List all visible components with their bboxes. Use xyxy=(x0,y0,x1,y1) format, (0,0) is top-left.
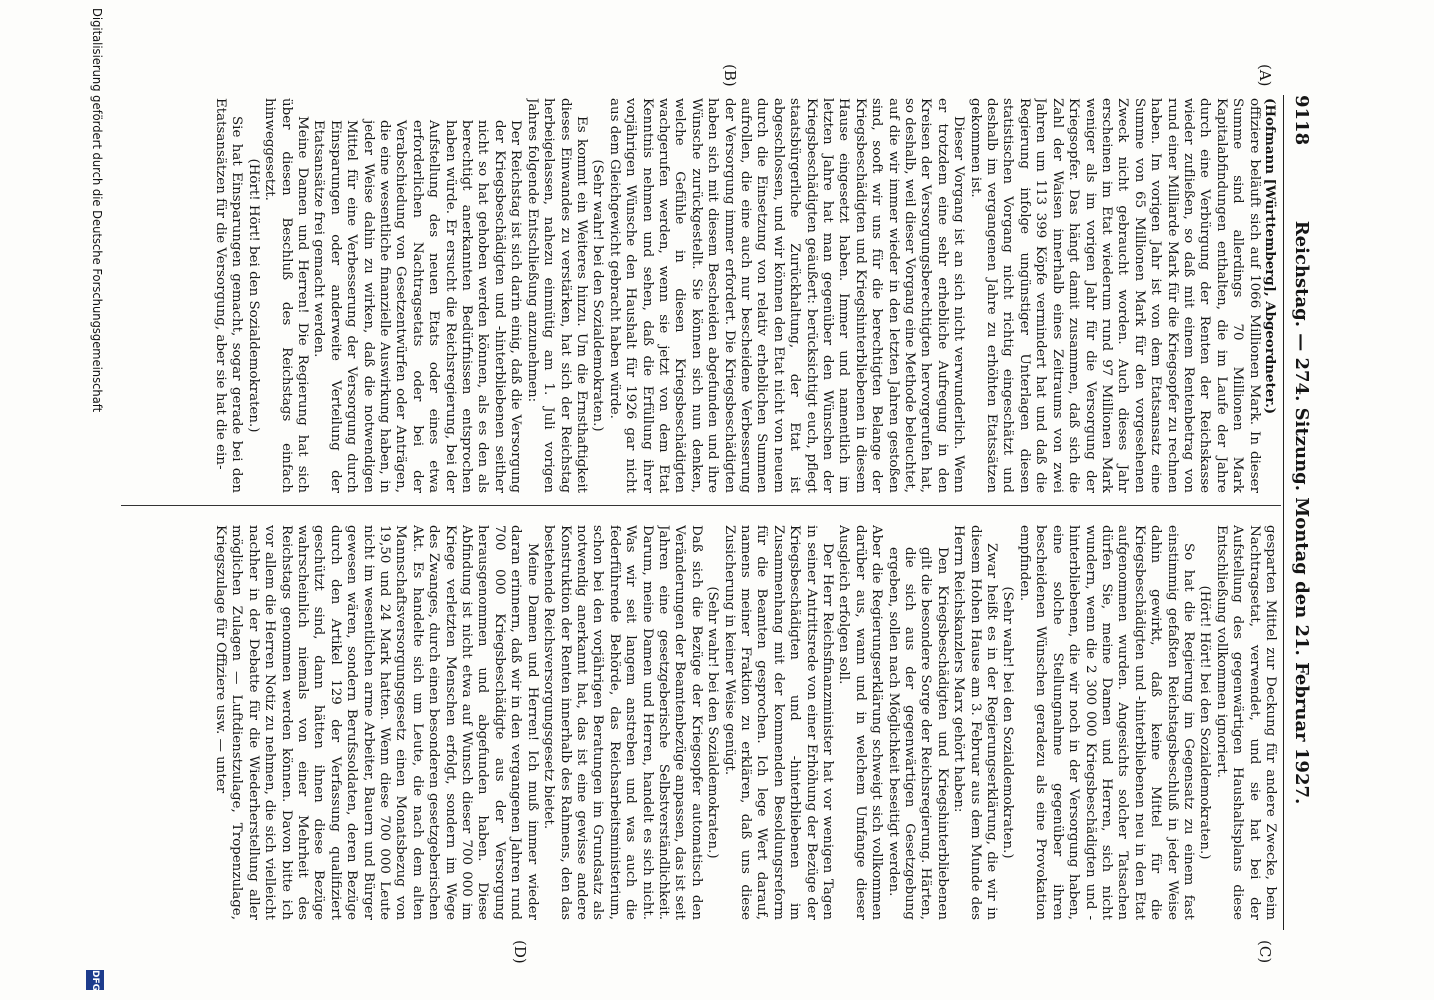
interjection: (Hört! Hört! bei den Sozialdemokraten.) xyxy=(245,158,261,433)
margin-mark-d: (D) xyxy=(511,940,529,964)
page-number: 9118 xyxy=(1291,95,1312,146)
quoted-declaration: Den Kriegsbeschädigten und Kriegshinterbliebenen gilt die besondere Sorge der Reichsregierung. Härten, die sich aus der gegenwärtigen Gesetzgebung ergeben, sollen nach Möglichkeit beseitigt werden. xyxy=(885,547,950,920)
paragraph: offiziere beläuft sich auf 1066 Millionen Mark. In dieser Summe sind allerdings 70 Millionen Mark Kapitalabfindungen enthalten, die im Laufe der Jahre durch eine Verbürgung der Renten der Reichskasse wieder zufließen, so daß mit einem Rentenbetrag von rund einer Milliarde Mark für die Kriegsopfer zu rechnen haben. Im vorigen Jahr ist von dem Etatsansatz eine Summe von 65 Millionen Mark für den vorgesehenen Zweck nicht gebraucht worden. Auch dieses Jahr erscheinen im Etat wiederum rund 97 Millionen Mark weniger als im vorigen Jahr für die Versorgung der Kriegsopfer. Das hängt damit zusammen, daß sich die Zahl der Waisen innerhalb eines Zeitraums von zwei Jahren um 113 399 Köpfe vermindert hat und daß die Regierung infolge ungünstiger Unterlagen diesen statistischen Vorgang nicht richtig eingeschätzt und deshalb im vergangenen Jahre zu erhöhten Etatssätzen gekommen ist. xyxy=(967,98,1262,493)
paragraph: Daß sich die Bezüge der Kriegsopfer automatisch den Veränderungen der Beamtenbezüge anpassen, das ist seit Jahren eine gesetzgeberische Selbstverständlichkeit. Darum, meine Damen und Herren, handelt es sich nicht. Was wir seit langem anstreben und was auch die federführende Behörde, das Reichsarbeitsministerium, schon bei den vorjährigen Beratungen im Grundsatz als notwendig anerkannt hat, das ist eine gewisse andere Konstruktion der Renten innerhalb des Rahmens, den das bestehende Reichsversorgungsgesetz bietet. xyxy=(541,525,704,920)
right-column xyxy=(118,525,1278,920)
left-column xyxy=(118,98,1278,493)
page-header xyxy=(1286,95,1316,930)
paragraph: Meine Damen und Herren! Ich muß immer wieder daran erinnern, daß wir in den vergangenen Jahren rund 700 000 Kriegsbeschädigte aus der Versorgung herausgenommen und abgefunden haben. Diese Abfindung ist nicht etwa auf Wunsch dieser 700 000 im Kriege verletzten Menschen erfolgt, sondern im Wege des Zwanges, durch einen besonderen gesetzgeberischen Akt. Es handelte sich um Leute, die nach dem alten Mannschaftsversorgungsgesetz einen Monatsbezug von 19,50 und 24 Mark hatten. Wenn diese 700 000 Leute nicht im wesentlichen arme Arbeiter, Bauern und Bürger gewesen wären, sondern Berufssoldaten, deren Bezüge durch den Artikel 129 der Verfassung qualifiziert geschützt sind, dann hätten ihnen diese Bezüge wahrscheinlich niemals von einer Mehrheit des Reichstags genommen werden können. Davon bitte ich vor allem die Herren Notiz zu nehmen, die sich vielleicht nachher in der Debatte für die Wiederherstellung aller möglichen Zulagen — Luftdienstzulage, Tropenzulage, Kriegszulage für Offiziere usw. — unter xyxy=(213,525,540,920)
margin-mark-c: (C) xyxy=(1256,940,1274,964)
paragraph: gesparten Mittel zur Deckung für andere Zwecke, beim Nachtragsetat, verwendet, und sie hat bei der Aufstellung des gegenwärtigen Haushaltsplans diese Entschließung vollkommen ignoriert. xyxy=(1213,525,1278,920)
paragraph: Aber die Regierungserklärung schweigt sich vollkommen darüber aus, wann und in welchem Umfange dieser Ausgleich erfolgen soll. xyxy=(836,525,885,920)
paragraph: Zwar heißt es in der Regierungserklärung, die wir in diesem Hohen Hause am 3. Februar aus dem Munde des Herrn Reichskanzlers Marx gehört haben: xyxy=(951,525,1000,920)
running-title: Reichstag. — 274. Sitzung. Montag den 21. Februar 1927. xyxy=(1291,220,1312,805)
digitization-credit xyxy=(86,0,104,998)
margin-mark-b: (B) xyxy=(721,64,739,87)
interjection: (Sehr wahr! bei den Sozialdemokraten.) xyxy=(590,159,606,432)
interjection: (Sehr wahr! bei den Sozialdemokraten.) xyxy=(1000,586,1016,859)
header-rule xyxy=(1283,95,1284,930)
column-divider xyxy=(121,505,1281,506)
credit-text: Digitalisierung gefördert durch die Deutsche Forschungsgemeinschaft xyxy=(90,8,104,413)
paragraph: Der Herr Reichsfinanzminister hat vor wenigen Tagen in seiner Antrittsrede von einer Erhöhung der Bezüge der Kriegsbeschädigten und -hinterbliebenen im Zusammenhang mit der kommenden Besoldungsreform für die Beamten gesprochen. Ich lege Wert darauf, namens meiner Fraktion zu erklären, daß uns diese Zusicherung in keiner Weise genügt. xyxy=(721,525,836,920)
interjection: (Sehr wahr! bei den Sozialdemokraten.) xyxy=(705,586,721,859)
paragraph: Dieser Vorgang ist an sich nicht verwunderlich. Wenn er trotzdem eine sehr erhebliche Aufregung in den Kreisen der Versorgungsberechtigten hervorgerufen hat, so deshalb, weil dieser Vorgang eine Methode beleuchtet, auf die wir immer wieder in den letzten Jahren gestoßen sind, sooft wir uns für die berechtigten Belange der Kriegsbeschädigten und Kriegshinterbliebenen in diesem Hause eingesetzt haben. Immer und namentlich im letzten Jahre hat man gegenüber den Wünschen der Kriegsbeschädigten geäußert: berücksichtigt euch, pflegt staatsbürgerliche Zurückhaltung, der Etat ist abgeschlossen, und wir können den Etat nicht von neuem durch die Einsetzung von relativ erheblichen Summen aufrollen, die eine auch nur bescheidene Verbesserung der Versorgung immer erfordert. Die Kriegsbeschädigten haben sich mit diesem Bescheiden abgefunden und ihre Wünsche zurückgestellt. Sie können sich nun denken, welche Gefühle in diesen Kriegsbeschädigten wachgerufen werden, wenn sie jetzt von dem Etat Kenntnis nehmen und sehen, daß die Erfüllung ihrer vorjährigen Wünsche den Haushalt für 1926 gar nicht aus dem Gleichgewicht gebracht haben würde. xyxy=(606,98,967,493)
interjection: (Hört! Hört! bei den Sozialdemokraten.) xyxy=(1197,585,1213,860)
paragraph: Es kommt ein Weiteres hinzu. Um die Ernsthaftigkeit dieses Einwandes zu verstärken, hat sich der Reichstag herbeigelassen, nahezu einmütig am 1. Juli vorigen Jahres folgende Entschließung anzunehmen: xyxy=(524,98,589,493)
speaker-line: (Hofmann [Württemberg], Abgeordneter.) xyxy=(1262,98,1278,415)
margin-mark-a: (A) xyxy=(1256,64,1274,87)
dfg-logo: DFG xyxy=(86,970,104,990)
paragraph: Meine Damen und Herren! Die Regierung hat sich über diesen Beschluß des Reichstags einfach hinweggesetzt. xyxy=(262,98,311,493)
paragraph: So hat die Regierung im Gegensatz zu einem fast einstimmig gefaßten Reichstagsbeschluß in jeder Weise dahin gewirkt, daß keine Mittel für die Kriegsbeschädigten und -hinterbliebenen neu in den Etat aufgenommen wurden. Angesichts solcher Tatsachen dürfen Sie, meine Damen und Herren, sich nicht wundern, wenn die 2 300 000 Kriegsbeschädigten und -hinterbliebenen, die wir noch in der Versorgung haben, eine solche Stellungnahme gegenüber ihren bescheidenen Wünschen geradezu als eine Provokation empfinden. xyxy=(1016,525,1196,920)
paragraph: Sie hat Einsparungen gemacht, sogar gerade bei den Etatsansätzen für die Versorgung, aber sie hat die ein- xyxy=(213,98,245,493)
quoted-resolution: Der Reichstag ist sich darin einig, daß die Versorgung der Kriegsbeschädigten und -hinterbliebenen seither nicht so hat gehoben werden können, als es den als berechtigt anerkannten Bedürfnissen entsprochen haben würde. Er ersucht die Reichsregierung, bei der Aufstellung des neuen Etats oder eines etwa erforderlichen Nachtragsetats oder bei der Verabschiedung von Gesetzentwürfen oder Anträgen, die eine wesentliche finanzielle Auswirkung haben, in jeder Weise dahin zu wirken, daß die notwendigen Mittel für eine Verbesserung der Versorgung durch Einsparungen oder anderweite Verteilung der Etatsansätze frei gemacht werden. xyxy=(311,120,524,493)
